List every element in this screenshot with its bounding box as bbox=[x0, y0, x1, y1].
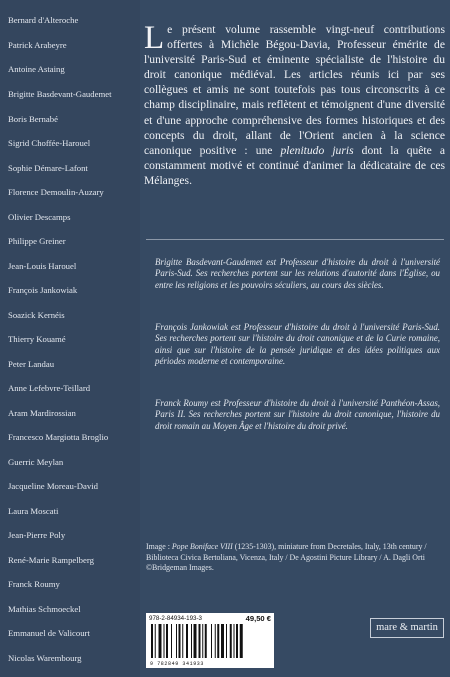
editor-bio: François Jankowiak est Professeur d'histoire du droit à l'université Paris-Sud. Ses recherches portent sur l'histoire du droit canonique et de la Curie romaine, ainsi que sur l'histoire de la pensée juridique et des idées politiques aux périodes moderne et contemporaine. bbox=[155, 322, 440, 366]
author-name: Jacqueline Moreau-David bbox=[8, 481, 98, 491]
author-name: Sophie Démare-Lafont bbox=[8, 163, 88, 173]
author-name: Philippe Greiner bbox=[8, 236, 66, 246]
author-name: Bernard d'Alteroche bbox=[8, 15, 79, 25]
author-name: Franck Roumy bbox=[8, 579, 60, 589]
isbn-label: 978-2-84934-193-3 bbox=[149, 615, 202, 622]
author-name: Emmanuel de Valicourt bbox=[8, 628, 90, 638]
author-list bbox=[0, 0, 140, 677]
credit-text: (1235-1303), miniature from Decretales, Italy, 13th century / Biblioteca Civica Bertoliana, Vicenza, Italy / De Agostini Picture Library / A. Dagli Orti ©Bridgeman Images. bbox=[146, 542, 427, 573]
author-name: François Jankowiak bbox=[8, 285, 78, 295]
author-name: Sigrid Choffée-Harouel bbox=[8, 138, 91, 148]
credit-title: Pope Boniface VIII bbox=[171, 542, 233, 551]
author-name: Francesco Margiotta Broglio bbox=[8, 432, 109, 442]
author-name: Boris Bernabé bbox=[8, 114, 58, 124]
intro-italic-phrase: plenitudo juris bbox=[280, 143, 354, 157]
intro-text-end: dont la quête a constamment motivé et continué d'animer la dédicataire de ces Mélanges. bbox=[144, 143, 445, 187]
author-name: Olivier Descamps bbox=[8, 212, 71, 222]
publisher-logo: mare & martin bbox=[370, 618, 444, 638]
author-name: Brigitte Basdevant-Gaudemet bbox=[8, 89, 112, 99]
author-name: Soazick Kernéis bbox=[8, 310, 65, 320]
credit-prefix: Image : bbox=[146, 542, 172, 551]
drop-cap: L bbox=[144, 20, 165, 56]
author-name: Florence Demoulin-Auzary bbox=[8, 187, 104, 197]
author-name: Jean-Pierre Poly bbox=[8, 530, 66, 540]
author-name: Laura Moscati bbox=[8, 506, 59, 516]
barcode-bars bbox=[150, 624, 270, 658]
barcode-digits: 9 782849 341933 bbox=[150, 661, 205, 667]
author-name: Peter Landau bbox=[8, 359, 55, 369]
author-name: Aram Mardirossian bbox=[8, 408, 76, 418]
price-label: 49,50 € bbox=[245, 614, 271, 623]
intro-paragraph bbox=[144, 22, 445, 188]
author-name: Patrick Arabeyre bbox=[8, 40, 67, 50]
editor-bio: Franck Roumy est Professeur d'histoire du droit à l'université Panthéon-Assas, Paris II. Ses recherches portent sur l'histoire du droit canonique, l'histoire du droit romain au Moyen Âge et l'histoire du droit privé. bbox=[155, 398, 440, 431]
author-name: Guerric Meylan bbox=[8, 457, 64, 467]
author-name: Thierry Kouamé bbox=[8, 334, 66, 344]
author-name: Antoine Astaing bbox=[8, 64, 65, 74]
editor-bio: Brigitte Basdevant-Gaudemet est Professeur d'histoire du droit à l'université Paris-Sud. Ses recherches portent sur les relations d'autorité dans l'Église, ou entre les religions et les pouvoirs séculiers, au cours des siècles. bbox=[155, 257, 440, 290]
intro-text: e présent volume rassemble vingt-neuf contributions offertes à Michèle Bégou-Davia, Professeur émérite de l'université Paris-Sud et éminente spécialiste de l'histoire du droit canonique médiéval. Les articles réunis ici par ses collègues et amis ne sont toutefois pas tous circonscrits à ce champ disciplinaire, mais reflètent et témoignent d'une diversité et d'une approche compréhensive des formes historiques et des concepts du droit, allant de l'Orient ancien à la science canonique positive : une bbox=[144, 23, 445, 157]
author-name: Jean-Louis Harouel bbox=[8, 261, 77, 271]
barcode bbox=[146, 613, 274, 668]
image-credit bbox=[146, 542, 446, 574]
author-name: Mathias Schmoeckel bbox=[8, 604, 81, 614]
author-name: René-Marie Rampelberg bbox=[8, 555, 94, 565]
author-name: Nicolas Warembourg bbox=[8, 653, 82, 663]
section-divider bbox=[146, 239, 444, 240]
author-name: Anne Lefebvre-Teillard bbox=[8, 383, 91, 393]
